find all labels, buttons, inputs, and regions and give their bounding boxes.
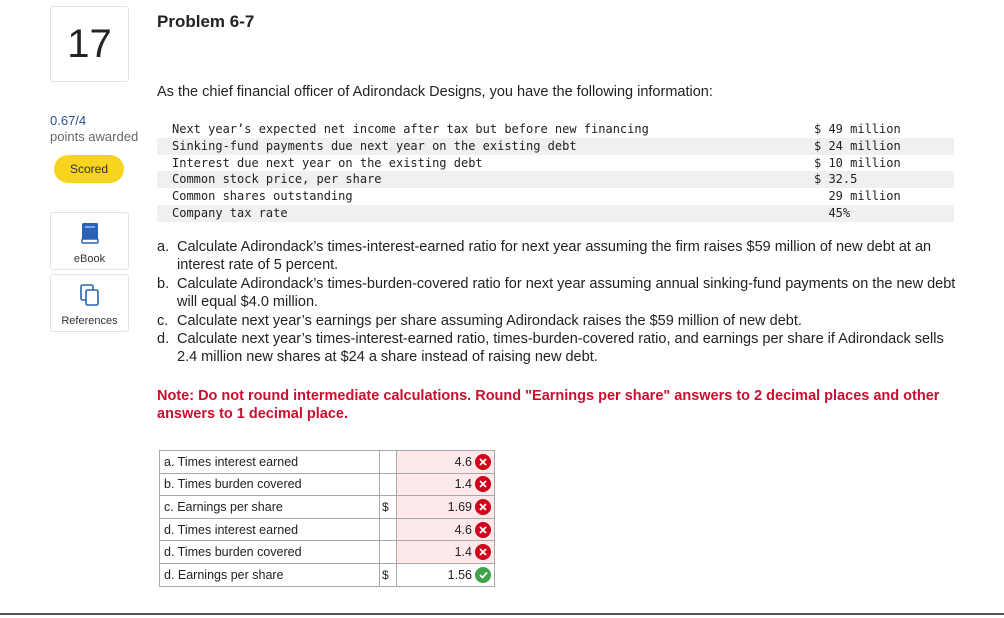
problem-title: Problem 6-7 — [157, 12, 255, 31]
scored-badge: Scored — [54, 155, 124, 183]
points-awarded-label: points awarded — [50, 129, 139, 144]
info-row — [157, 205, 954, 222]
book-icon — [81, 222, 99, 249]
answer-value: 1.4 — [454, 545, 472, 560]
points-awarded-value: 0.67/4 — [50, 113, 87, 128]
answer-label: c. Earnings per share — [160, 496, 380, 519]
info-value: $ 32.5 — [814, 171, 954, 188]
answer-label: b. Times burden covered — [160, 473, 380, 496]
question-item — [157, 275, 957, 312]
answer-row — [160, 451, 495, 474]
answer-label: a. Times interest earned — [160, 451, 380, 474]
answer-row — [160, 518, 495, 541]
rounding-note: Note: Do not round intermediate calculations. Round "Earnings per share" answers to 2 decimal places and other answers to 1 decimal place. — [157, 388, 940, 423]
answer-value: 1.56 — [447, 567, 472, 582]
info-value: $ 49 million — [814, 122, 901, 136]
question-text: Calculate Adirondack’s times-burden-covered ratio for next year assuming annual sinking-fund payments on the new debt will equal $4.0 million. — [177, 275, 956, 311]
references-button[interactable] — [50, 274, 129, 332]
answer-value: 4.6 — [454, 522, 472, 537]
info-label: Company tax rate — [157, 205, 814, 222]
answer-currency: $ — [380, 563, 397, 586]
answer-field[interactable] — [397, 518, 495, 541]
incorrect-icon — [475, 499, 491, 515]
question-item — [157, 330, 957, 367]
info-row — [157, 121, 954, 138]
answer-field[interactable] — [397, 451, 495, 474]
question-item — [157, 312, 957, 330]
info-value: $ 24 million — [814, 138, 954, 155]
correct-check-icon — [475, 567, 491, 583]
info-row — [157, 188, 954, 205]
info-value: 45% — [814, 205, 954, 222]
ebook-label: eBook — [73, 253, 106, 265]
question-item — [157, 238, 957, 275]
question-letter: d. — [157, 331, 170, 348]
question-letter: a. — [157, 239, 170, 255]
incorrect-icon — [475, 522, 491, 538]
answer-row — [160, 541, 495, 564]
incorrect-icon — [475, 544, 491, 560]
question-text: Calculate Adirondack’s times-interest-earned ratio for next year assuming the firm raises $59 million of new debt at an interest rate of 5 percent. — [177, 239, 932, 274]
question-text: Calculate next year’s times-interest-earned ratio, times-burden-covered ratio, and earnings per share if Adirondack sells 2.4 million new shares at $24 a share instead of raising new debt. — [177, 331, 944, 366]
answer-currency — [380, 451, 397, 474]
bottom-divider — [0, 613, 1004, 615]
references-label: References — [61, 315, 118, 327]
answer-value: 1.4 — [454, 477, 472, 492]
info-label: Common shares outstanding — [172, 189, 353, 204]
question-text: Calculate next year’s earnings per share assuming Adirondack raises the $59 million of new debt. — [177, 312, 802, 329]
question-number: 17 — [50, 6, 129, 82]
info-row — [157, 138, 954, 155]
problem-intro: As the chief financial officer of Adirondack Designs, you have the following information: — [157, 84, 713, 100]
references-icon — [80, 284, 100, 311]
answer-field[interactable] — [397, 496, 495, 519]
answer-value: 4.6 — [454, 454, 472, 469]
question-letter: b. — [157, 275, 170, 292]
answer-label: d. Times burden covered — [160, 541, 380, 564]
incorrect-icon — [475, 454, 491, 470]
info-label: Sinking-fund payments due next year on the existing debt — [157, 138, 814, 155]
answer-field[interactable] — [397, 563, 495, 586]
ebook-button[interactable] — [50, 212, 129, 270]
answer-row — [160, 563, 495, 586]
answer-row — [160, 496, 495, 519]
info-row — [157, 171, 954, 188]
answer-currency — [380, 473, 397, 496]
given-information-table — [157, 121, 954, 222]
answer-currency — [380, 518, 397, 541]
question-letter: c. — [157, 312, 169, 329]
info-value: 29 million — [814, 189, 901, 204]
answer-field[interactable] — [397, 473, 495, 496]
info-label: Next year’s expected net income after tax but before new financing — [172, 122, 649, 136]
answer-currency: $ — [380, 496, 397, 519]
incorrect-icon — [475, 476, 491, 492]
info-label: Common stock price, per share — [157, 171, 814, 188]
answer-label: d. Times interest earned — [160, 518, 380, 541]
info-row — [157, 155, 954, 172]
answer-table — [159, 450, 495, 587]
answer-field[interactable] — [397, 541, 495, 564]
info-value: $ 10 million — [814, 155, 901, 170]
answer-value: 1.69 — [447, 499, 472, 514]
info-label: Interest due next year on the existing debt — [172, 155, 483, 170]
question-list — [157, 238, 957, 367]
answer-row — [160, 473, 495, 496]
answer-label: d. Earnings per share — [160, 563, 380, 586]
answer-currency — [380, 541, 397, 564]
